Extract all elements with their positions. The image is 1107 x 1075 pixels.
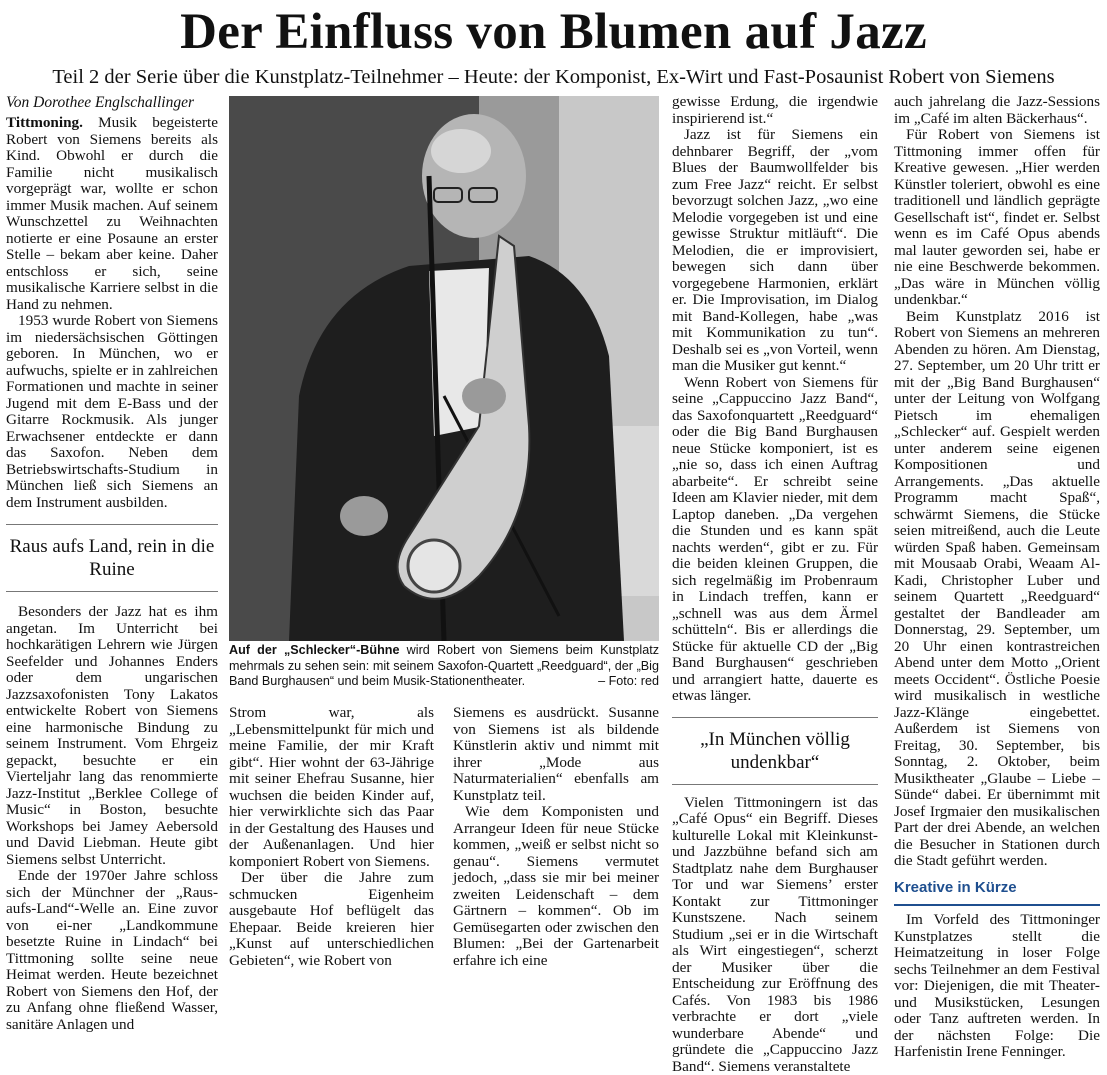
paragraph: Wenn Robert von Siemens für seine „Cappuccino Jazz Band“, das Saxofonquartett „Reedguard“ oder die Big Band Burghausen neue Stücke komponiert, ist es „nie so, dass ich einen Auftrag abarbeite“. Er schreibt seine Ideen am Klavier nieder, mit dem Laptop daneben. „Da vergehen die Stunden und es kann spät nachts werden“, gibt er zu. Für die beiden kleinen Gruppen, die sich regelmäßig im Probenraum in Lindach treffen, kann er „schnell was aus dem Ärmel schütteln“. Bis er allerdings die Stücke für aktuelle CD der „Big Band Burghausen“ geschrieben und arrangiert hatte, dauerte es etwas länger. [672, 375, 878, 705]
divider [6, 524, 218, 525]
subheading: Raus aufs Land, rein in die Ruine [6, 535, 218, 581]
paragraph: Jazz ist für Siemens ein dehnbarer Begriff, der „vom Blues der Baumwollfelder bis zum Free Jazz“ reicht. Er selbst bevorzugt solchen Jazz, „wo eine Melodie vorgegeben ist und eine gewisse Struktur mitläuft“. Die Melodien, die er improvisiert, bewegen sich dann über vorgegebene Harmonien, erklärt er. Die Improvisation, im Dialog mit Band-Kollegen, habe „was mit Kommunikation zu tun“. Deshalb sei es „von Vorteil, wenn man die Musiker gut kennt.“ [672, 127, 878, 375]
subtitle: Teil 2 der Serie über die Kunstplatz-Teilnehmer – Heute: der Komponist, Ex-Wirt und Fast-Posaunist Robert von Siemens [0, 64, 1107, 90]
caption-text: wird Robert von Siemens beim Kunstplatz mehrmals zu sehen sein: mit seinem Saxofon-Quartett „Reedguard“, der „Big Band Burghausen“ und beim Musik-Stationentheater. [229, 643, 659, 688]
paragraph: Wie dem Komponisten und Arrangeur Ideen für neue Stücke kommen, „weiß er selbst nicht so genau“. Siemens vermutet jedoch, „dass sie mir bei meiner zweiten Leidenschaft – dem Gärtnern – kommen“. Ob im Gemüsegarten oder zwischen den Blumen: „Bei der Gartenarbeit erfahre ich eine [453, 804, 659, 969]
paragraph: Der über die Jahre zum schmucken Eigenheim ausgebaute Hof beflügelt das Ehepaar. Beide kreieren hier „Kunst auf unterschiedlichen Gebieten“, wie Robert von [229, 870, 434, 969]
saxophonist-photo [229, 96, 659, 641]
column-1 [6, 94, 218, 1033]
column-3 [672, 94, 878, 1075]
paragraph-text: Musik begeisterte Robert von Siemens bereits als Kind. Obwohl er durch die Familie nicht musikalisch vorgeprägt war, wollte er schon immer Musik machen. Auf seinem Wunschzettel zu Weihnachten notierte er eine Posaune an erster Stelle – bekam aber keine. Daher entschloss er sich, seine musikalische Karriere selbst in die Hand zu nehmen. [6, 114, 218, 313]
photo-illustration [229, 96, 659, 641]
paragraph: Strom war, als „Lebensmittelpunkt für mich und meine Familie, der mir Kraft gibt“. Hier wohnt der 63-Jährige mit seiner Ehefrau Susanne, hier wuchsen die beiden Kinder auf, hier verwirklichte sich das Paar in der Gestaltung des Hauses und der Außenanlagen. Und hier komponiert Robert von Siemens. [229, 705, 434, 870]
column-4 [894, 94, 1100, 1061]
paragraph: Ende der 1970er Jahre schloss sich der Münchner der „Raus-aufs-Land“-Welle an. Eine zuvor von ei-ner „Landkommune besetzte Ruine in Lindach“ bei Tittmoning sollte seine neue Heimat werden. Heute bezeichnet Robert von Siemens den Hof, der zu Anfang ohne fließend Wasser, sanitäre Anlagen und [6, 868, 218, 1033]
paragraph [6, 115, 218, 313]
info-box-title: Kreative in Kürze [894, 880, 1100, 897]
paragraph: Für Robert von Siemens ist Tittmoning immer offen für Kreative gewesen. „Hier werden Künstler toleriert, obwohl es eine traditionell und ländlich geprägte Gesellschaft ist“, findet er. Selbst wenn es im Café Opus abends mal lauter geworden sei, habe er nie eine Beschwerde bekommen. „Das wäre in München völlig undenkbar.“ [894, 127, 1100, 309]
paragraph: Vielen Tittmoningern ist das „Café Opus“ ein Begriff. Dieses kulturelle Lokal mit Kleinkunst- und Jazzbühne befand sich am Stadtplatz nahe dem Burghauser Tor und war Siemens’ erster Kontakt zur Tittmoninger Kunstszene. Nach seinem Studium „sei er in die Wirtschaft als Wirt eingestiegen“, scherzt der Musiker über die Entscheidung zur Eröffnung des Cafés. Von 1983 bis 1986 verbrachte er dort „viele wunderbare Abende“ und gründete die „Cappuccino Jazz Band“. Siemens veranstaltete [672, 795, 878, 1075]
dateline: Tittmoning. [6, 114, 83, 131]
photo-caption [229, 643, 659, 690]
column-2-lower [229, 705, 434, 969]
paragraph: auch jahrelang die Jazz-Sessions im „Café im alten Bäckerhaus“. [894, 94, 1100, 127]
headline: Der Einfluss von Blumen auf Jazz [0, 2, 1107, 62]
caption-lead: Auf der „Schlecker“-Bühne [229, 643, 399, 657]
paragraph: Beim Kunstplatz 2016 ist Robert von Siemens an mehreren Abenden zu hören. Am Dienstag, 27. September, um 20 Uhr tritt er mit der „Big Band Burghausen“ unter der Leitung von Wolfgang Pietsch im ehemaligen „Schlecker“ auf. Gespielt werden unter anderem seine eigenen Kompositionen und Arrangements. „Das aktuelle Programm macht Spaß“, schwärmt Siemens, die Stücke seien mitreißend, auch die Leute würden Spaß haben. Gemeinsam mit Mousaab Orabi, Weaam Al-Kadi, Christopher Luber und seinem Quartett „Reedguard“ gestaltet der Bandleader am Donnerstag, 29. September, um 20 Uhr einen kontrastreichen Abend unter dem Motto „Orient meets Occident“. Östliche Poesie wird musikalisch in westliche Jazz-Klänge eingebettet. Außerdem ist Siemens von Freitag, 30. September, bis Sonntag, 2. Oktober, beim Musiktheater „Glaube – Liebe – Sünde“ dabei. Er übernimmt mit Josef Irgmaier den musikalischen Part der drei Abende, an welchen die Besucher in Stationen durch die Stadt geführt werden. [894, 309, 1100, 870]
column-3-lower [453, 705, 659, 969]
photo-credit: – Foto: red [598, 674, 659, 690]
info-box-text: Im Vorfeld des Tittmoninger Kunstplatzes stellt die Heimatzeitung in loser Folge sechs Teilnehmer an dem Festival vor: Diejenigen, die mit Theater- und Musikstücken, Lesungen oder Tanz auftreten werden. In der nächsten Folge: Die Harfenistin Irene Fenninger. [894, 912, 1100, 1061]
divider [672, 717, 878, 718]
divider [672, 784, 878, 785]
info-box-divider [894, 904, 1100, 906]
paragraph: Siemens es ausdrückt. Susanne von Siemens ist als bildende Künstlerin aktiv und nimmt mit ihrer „Mode aus Naturmaterialien“ ebenfalls am Kunstplatz teil. [453, 705, 659, 804]
divider [6, 591, 218, 592]
byline: Von Dorothee Englschallinger [6, 94, 218, 111]
subheading: „In München völlig undenkbar“ [672, 728, 878, 774]
paragraph: 1953 wurde Robert von Siemens im niedersächsischen Göttingen geboren. In München, wo er aufwuchs, spielte er in zahlreichen Formationen und machte in seiner Jugend mit dem E-Bass und der Gitarre Rockmusik. Als junger Erwachsener entdeckte er dann das Saxofon. Neben dem Betriebswirtschafts-Studium in München ließ sich Siemens an dem Instrument ausbilden. [6, 313, 218, 511]
paragraph: Besonders der Jazz hat es ihm angetan. Im Unterricht bei hochkarätigen Lehrern wie Jürgen Seefelder und Johannes Enders oder dem ungarischen Jazzsaxofonisten Tony Lakatos entwickelte Robert von Siemens eine harmonische Bindung zu seinem Instrument. Vom Ehrgeiz gepackt, besuchte er ein Vierteljahr lang das renommierte Jazz-Institut „Berklee College of Music“ in Boston, besuchte Workshops bei Jamey Aebersold und David Liebman. Heute gibt Siemens selbst Unterricht. [6, 604, 218, 868]
paragraph: gewisse Erdung, die irgendwie inspirierend ist.“ [672, 94, 878, 127]
